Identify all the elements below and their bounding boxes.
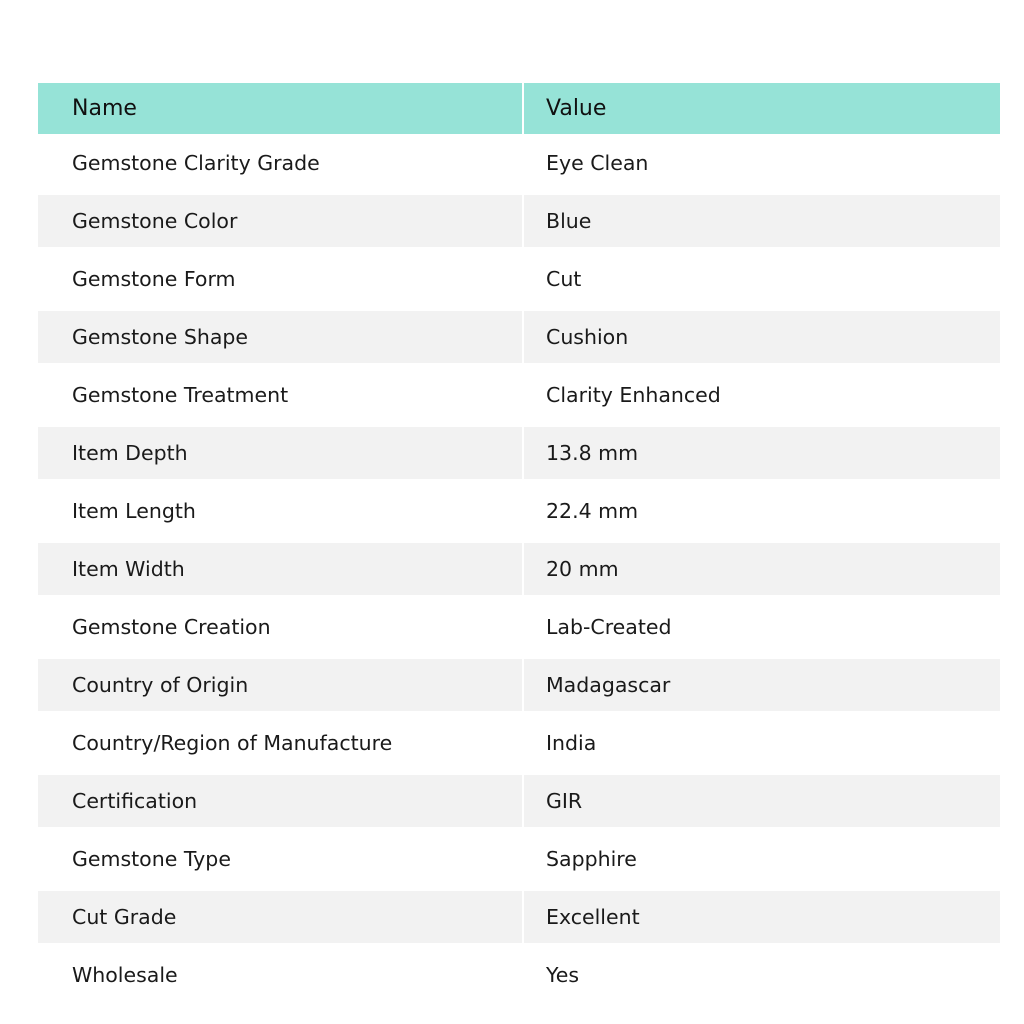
table-row: [38, 194, 1000, 249]
row-name-cell: Gemstone Clarity Grade: [38, 134, 523, 194]
table-row: [38, 542, 1000, 597]
row-value-cell: 20 mm: [523, 542, 1000, 597]
row-value-cell: Sapphire: [523, 829, 1000, 890]
table-header: [38, 83, 1000, 134]
table-row: [38, 774, 1000, 829]
row-value-cell: Clarity Enhanced: [523, 365, 1000, 426]
row-name-cell: Gemstone Treatment: [38, 365, 523, 426]
row-value-cell: India: [523, 713, 1000, 774]
row-value-cell: Yes: [523, 945, 1000, 1005]
row-name-cell: Item Width: [38, 542, 523, 597]
row-name-cell: Gemstone Shape: [38, 310, 523, 365]
table-row: [38, 134, 1000, 194]
row-value-cell: 13.8 mm: [523, 426, 1000, 481]
row-value-cell: Excellent: [523, 890, 1000, 945]
table-row: [38, 365, 1000, 426]
table-row: [38, 597, 1000, 658]
table-row: [38, 713, 1000, 774]
row-name-cell: Gemstone Color: [38, 194, 523, 249]
row-name-cell: Item Depth: [38, 426, 523, 481]
row-value-cell: Eye Clean: [523, 134, 1000, 194]
column-header-value: Value: [523, 83, 1000, 134]
column-header-name: Name: [38, 83, 523, 134]
table-row: [38, 426, 1000, 481]
table-row: [38, 310, 1000, 365]
table-row: [38, 829, 1000, 890]
table-body: [38, 134, 1000, 1004]
table-row: [38, 658, 1000, 713]
header-row: [38, 83, 1000, 134]
table-row: [38, 481, 1000, 542]
row-name-cell: Certification: [38, 774, 523, 829]
row-value-cell: Cut: [523, 249, 1000, 310]
row-name-cell: Item Length: [38, 481, 523, 542]
row-name-cell: Country of Origin: [38, 658, 523, 713]
row-value-cell: 22.4 mm: [523, 481, 1000, 542]
table-row: [38, 945, 1000, 1005]
row-name-cell: Wholesale: [38, 945, 523, 1005]
row-value-cell: Cushion: [523, 310, 1000, 365]
row-value-cell: Madagascar: [523, 658, 1000, 713]
row-name-cell: Cut Grade: [38, 890, 523, 945]
row-name-cell: Gemstone Creation: [38, 597, 523, 658]
row-value-cell: GIR: [523, 774, 1000, 829]
table-row: [38, 249, 1000, 310]
row-value-cell: Blue: [523, 194, 1000, 249]
table-row: [38, 890, 1000, 945]
row-name-cell: Gemstone Type: [38, 829, 523, 890]
row-name-cell: Country/Region of Manufacture: [38, 713, 523, 774]
specifications-table: [38, 83, 1000, 1004]
row-value-cell: Lab-Created: [523, 597, 1000, 658]
row-name-cell: Gemstone Form: [38, 249, 523, 310]
